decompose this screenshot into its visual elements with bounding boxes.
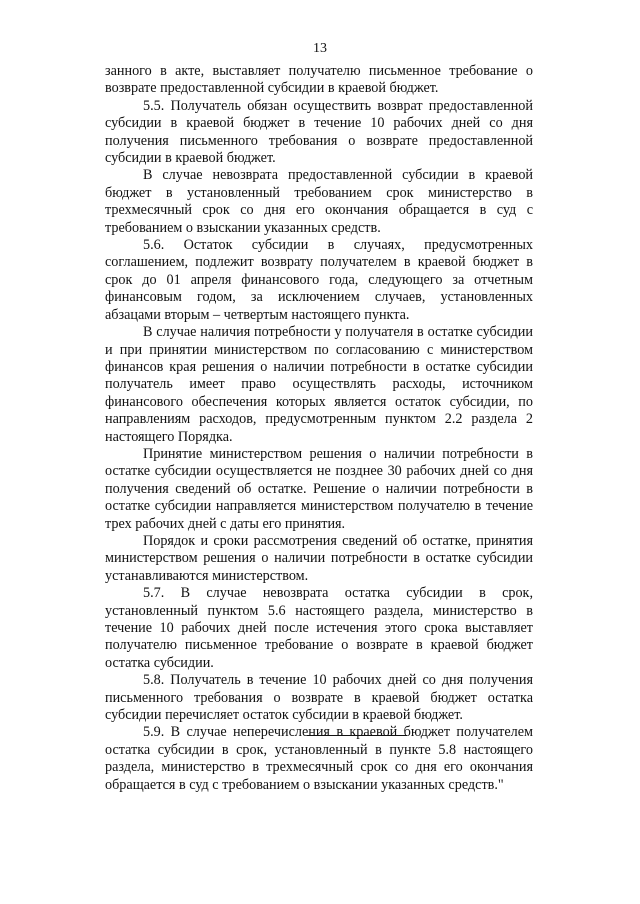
paragraph-continuation: занного в акте, выставляет получателю письменное требование о возврате предоставленной субсидии в краевой бюджет. — [105, 63, 533, 97]
paragraph-non-return: В случае невозврата предоставленной субсидии в краевой бюджет в установленный требованием срок министерство в трехмесячный срок со дня его окончания обращается в суд с требованием о взыскании указанных средств. — [105, 167, 533, 236]
paragraph-need-balance: В случае наличия потребности у получателя в остатке субсидии и при принятии министерством по согласованию с министерством финансов края решения о наличии потребности в остатке субсидии получатель имеет право осуществлять расходы, источником финансового обеспечения которых является остаток субсидии, по направлениям расходов, предусмотренным пунктом 2.2 раздела 2 настоящего Порядка. — [105, 324, 533, 445]
paragraph-5-7: 5.7. В случае невозврата остатка субсидии в срок, установленный пунктом 5.6 настоящего раздела, министерство в течение 10 рабочих дней после истечения этого срока выставляет получателю письменное требование о возврате в краевой бюджет остатка субсидии. — [105, 585, 533, 671]
page-number: 13 — [313, 41, 327, 56]
paragraph-5-5: 5.5. Получатель обязан осуществить возврат предоставленной субсидии в краевой бюджет в течение 10 рабочих дней со дня получения письменного требования о возврате предоставленной субсидии в краевой бюджет. — [105, 97, 533, 167]
paragraph-5-6: 5.6. Остаток субсидии в случаях, предусмотренных соглашением, подлежит возврату получателем в краевой бюджет в срок до 01 апреля финансового года, следующего за отчетным финансовым годом, за исключением случаев, установленных абзацами вторым – четвертым настоящего пункта. — [105, 237, 533, 323]
paragraph-decision: Принятие министерством решения о наличии потребности в остатке субсидии осуществляется не позднее 30 рабочих дней со дня получения сведений об остатке. Решение о наличии потребности в остатке субсидии направляется министерством получателю в течение трех рабочих дней с даты его принятия. — [105, 445, 533, 532]
end-divider-line — [307, 735, 407, 736]
paragraph-5-9: 5.9. В случае неперечисления в краевой бюджет получателем остатка субсидии в срок, установленный в пункте 5.8 настоящего раздела, министерство в трехмесячный срок со дня его окончания обращается в суд с требованием о взыскании указанных средств." — [105, 724, 533, 793]
paragraph-5-8: 5.8. Получатель в течение 10 рабочих дней со дня получения письменного требования о возврате в краевой бюджет остатка субсидии перечисляет остаток субсидии в краевой бюджет. — [105, 672, 533, 724]
document-body — [105, 63, 533, 794]
paragraph-procedure: Порядок и сроки рассмотрения сведений об остатке, принятия министерством решения о наличии потребности в остатке субсидии устанавливаются министерством. — [105, 532, 533, 584]
